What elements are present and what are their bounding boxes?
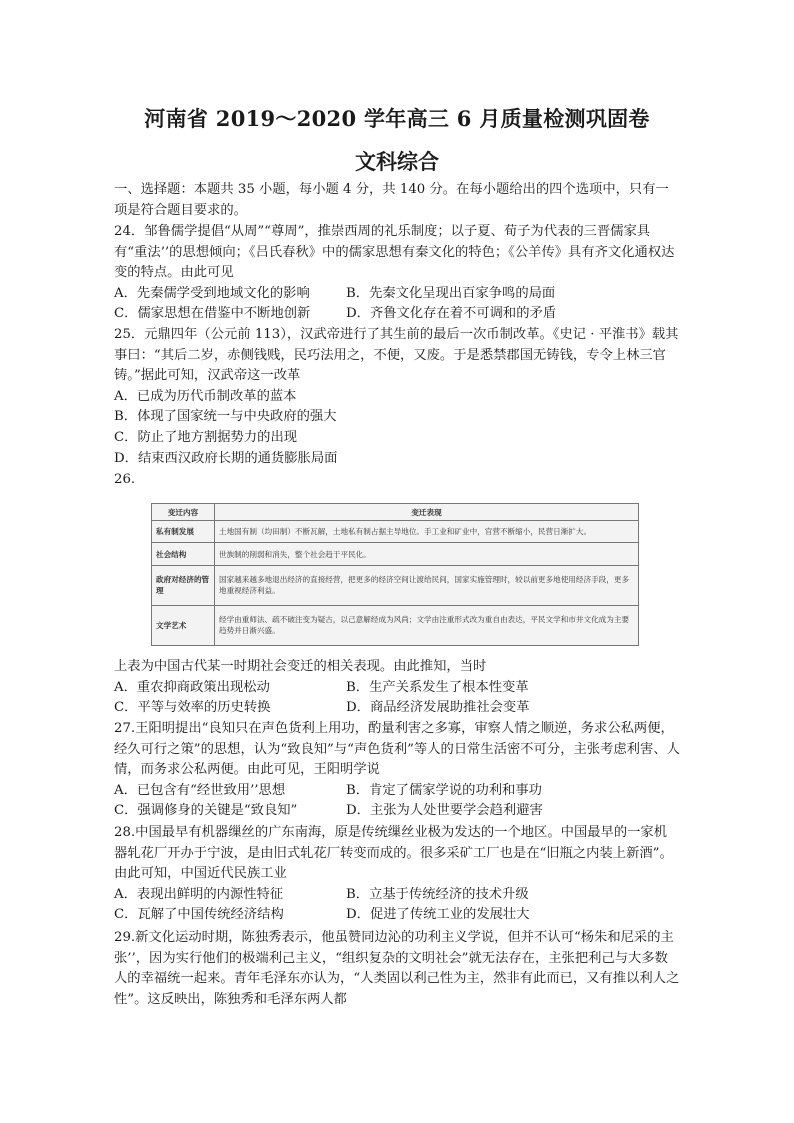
table-row [152, 605, 639, 645]
q25-option-c: C．防止了地方割据势力的出现 [114, 429, 298, 445]
q27-option-c: C．强调修身的关键是“致良知” [114, 803, 298, 819]
q28-option-c: C．瓦解了中国传统经济结构 [114, 907, 284, 923]
table-row-value: 土地国有制（均田制）不断瓦解，土地私有制占据主导地位。手工业和矿业中，官营不断缩小，民营日渐扩大。 [215, 521, 639, 543]
q25-stem: 25．元鼎四年（公元前 113），汉武帝进行了其生前的最后一次币制改革。《史记 · 平淮书》载其事曰：“其后二岁，赤侧钱贱，民巧法用之，不便，又废。于是悉禁郡国无铸钱，专令上林三官铸。”据此可知，汉武帝这一改革 [114, 327, 679, 384]
q25-option-a: A．已成为历代币制改革的蓝本 [114, 388, 297, 404]
q24-options-row-1 [114, 284, 680, 305]
q26-number-text: 26. [114, 472, 136, 487]
q27-stem: 27.王阳明提出“良知只在声色货利上用功，酌量利害之多寡，审察人情之顺逆，务求公私两便，经久可行之策”的思想，认为“致良知”与“声色货利”等人的日常生活密不可分，主张考虑利害、人情，而务求公私两便。由此可见，王阳明学说 [114, 721, 680, 778]
table-row-value: 经学由重师法、疏不破注变为疑古，以己意解经成为风尚；文学由注重形式改为重自由表达，平民文学和市井文化成为主要趋势并日渐兴盛。 [215, 605, 639, 645]
q25-option-d: D．结束西汉政府长期的通货膨胀局面 [114, 450, 338, 466]
q26-option-c: C．平等与效率的历史转换 [114, 700, 271, 716]
instructions-text: 一、选择题：本题共 35 小题，每小题 4 分，共 140 分。在每小题给出的四个选项中，只有一项是符合题目要求的。 [114, 182, 669, 218]
q26-stem: 上表为中国古代某一时期社会变迁的相关表现。由此推知，当时 [114, 659, 487, 674]
q28-option-a: A．表现出鲜明的内源性特征 [114, 886, 284, 902]
q28-stem: 28.中国最早有机器缫丝的广东南海，原是传统缫丝业极为发达的一个地区。中国最早的一家机器轧花厂开办于宁波，是由旧式轧花厂转变而成的。很多采矿工厂也是在“旧瓶之内装上新酒”。由此可知，中国近代民族工业 [114, 825, 673, 882]
table-row [152, 521, 639, 543]
q28-option-d: D．促进了传统工业的发展壮大 [346, 907, 530, 923]
q27-option-a: A．已包含有“经世致用’’思想 [114, 782, 286, 798]
table-row [152, 565, 639, 605]
section-instructions [114, 180, 680, 221]
page-title: 河南省 2019～2020 学年高三 6 月质量检测巩固卷 [144, 106, 650, 131]
q28-options-row-2 [114, 905, 680, 926]
page-subtitle: 文科综合 [355, 149, 439, 174]
table-row-label: 文学艺术 [152, 605, 215, 645]
q24-option-d: D．齐鲁文化存在着不可调和的矛盾 [346, 306, 557, 322]
question-24 [114, 222, 680, 325]
question-29 [114, 928, 680, 1010]
table-row-value: 世族制的削弱和消失，整个社会趋于平民化。 [215, 543, 639, 565]
table-row-value: 国家越来越多地退出经济的直接经营，把更多的经济空间让渡给民间，国家实施管理时，较以前更多地使用经济手段，更多地重视经济利益。 [215, 565, 639, 605]
q25-option-b: B．体现了国家统一与中央政府的强大 [114, 409, 337, 425]
q24-option-c: C．儒家思想在借鉴中不断地创新 [114, 306, 311, 322]
q24-stem: 24．邹鲁儒学提倡“从周”“尊周”，推崇西周的礼乐制度；以子夏、荀子为代表的三晋儒家具有“重法’’的思想倾向；《吕氏春秋》中的儒家思想有秦文化的特色；《公羊传》具有齐文化通权达变的特点。由此可见 [114, 224, 675, 281]
q26-options-row-1 [114, 678, 680, 699]
question-27 [114, 719, 680, 822]
q27-options-row-2 [114, 801, 680, 822]
q27-option-b: B．肯定了儒家学说的功利和事功 [346, 782, 542, 798]
table-header-cell: 变迁表现 [215, 504, 639, 521]
q27-option-d: D．主张为人处世要学会趋利避害 [346, 803, 543, 819]
q29-stem: 29.新文化运动时期，陈独秀表示，他虽赞同边沁的功利主义学说，但并不认可“杨朱和尼采的主张’’，因为实行他们的极端利己主义，“组织复杂的文明社会”就无法存在，主张把利己与大多数人的幸福统一起来。青年毛泽东亦认为，“人类固以利己性为主，然非有此而已，又有推以利人之性”。这反映出，陈独秀和毛泽东两人都 [114, 930, 680, 1007]
q26-option-b: B．生产关系发生了根本性变革 [346, 679, 529, 695]
table-row-label: 私有制发展 [152, 521, 215, 543]
q28-options-row-1 [114, 885, 680, 906]
table-header-row [152, 504, 639, 521]
q27-options-row-1 [114, 781, 680, 802]
table-header-cell: 变迁内容 [152, 504, 215, 521]
question-25 [114, 325, 680, 469]
table-row-label: 社会结构 [152, 543, 215, 565]
q26-table [151, 503, 639, 646]
table-row [152, 543, 639, 565]
q26-options-row-2 [114, 698, 680, 719]
question-26 [114, 657, 680, 719]
question-28 [114, 823, 680, 926]
table-row-label: 政府对经济的管理 [152, 565, 215, 605]
q26-option-a: A．重农抑商政策出现松动 [114, 679, 270, 695]
q28-option-b: B．立基于传统经济的技术升级 [346, 886, 529, 902]
q24-options-row-2 [114, 304, 680, 325]
q24-option-a: A．先秦儒学受到地域文化的影响 [114, 285, 310, 301]
q24-option-b: B．先秦文化呈现出百家争鸣的局面 [346, 285, 556, 301]
q26-option-d: D．商品经济发展助推社会变革 [346, 700, 530, 716]
q26-number [114, 470, 680, 491]
